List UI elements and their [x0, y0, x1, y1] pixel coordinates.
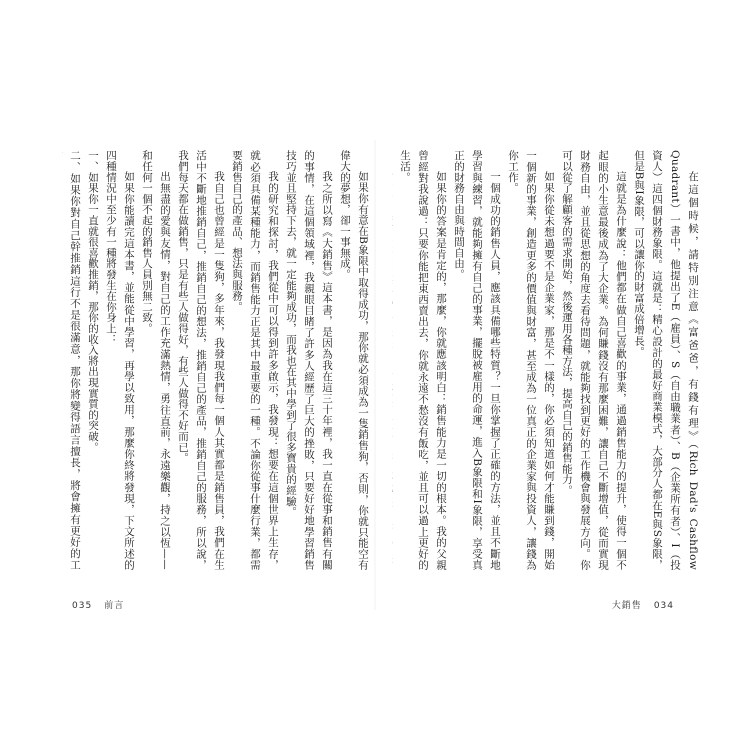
left-running-head: 前言	[104, 601, 125, 611]
right-paragraph: 如果你的答案是肯定的，那麼，你就應該明白：銷售能力是一切的根本。我的父親曾經對我說過：只要你能把東西賣出去，你就永遠不愁沒有飯吃，並且可以過上更好的生活。	[399, 150, 447, 570]
right-folio	[606, 598, 680, 611]
left-page-number: 035	[72, 601, 93, 611]
left-page	[62, 150, 372, 580]
left-list-item: 二、如果你對自己幹推銷這行不是很滿意，那你將變得語言擅長，將會擁有更好的工	[69, 150, 81, 570]
right-page-text	[392, 150, 702, 570]
right-paragraph: 在這個時候，請特別注意《富爸爸，有錢有理》（Rich Dad's Cashflow Quadrant）一書中，他提出了E（雇員）、S（自由職業者）、B（企業所有者）、I（投資人）這四個財務象限。這就是：精心設計的最好商業模式，大部分人都在E與S象限，但是B與I象限，可以讓你的財富成倍增長。	[633, 150, 699, 570]
right-paragraph: 如果你從未想過要不是企業家，那是不一樣的，你必須知道如何才能賺到錢，開始一個新的事業，創造更多的價值與財富，甚至成為一位真正的企業家與投資人，讓錢為你工作。	[507, 150, 555, 570]
right-paragraph	[392, 150, 396, 570]
left-page-text	[62, 150, 372, 570]
left-list-item: 一、如果你一直就很喜歡推銷，那你的收入將出現實質的突破。	[87, 150, 99, 453]
left-paragraph: 我自己也曾經是一隻狗，多年來，我發現我們每一個人其實都是銷售員，我們在生活中不斷地推銷自己，推銷自己的想法，推銷自己的產品，推銷自己的服務，所以說，我們每天都在做銷售，只是有些人做得好，有些人做得不好而已。	[177, 150, 225, 570]
left-paragraph: 我之所以寫《大銷售》這本書，是因為我在這三十年裡，我一直在從事和銷售有關的事情，在這個領域裡，我親眼目睹了許多人經歷了巨大的挫敗，只要好好地學習銷售技巧並且堅持下去，就一定能夠成功，而我也在其中學到了很多寶貴的經驗。	[285, 150, 333, 570]
right-paragraph: 這就是為什麼說：他們都在做自己喜歡的事業，通過銷售能力的提升，使得一個不起眼的小生意最後成為了大企業。為何賺錢沒有那麼困難，讓自己不斷增值，從而實現財務自由，並且從思想的角度去看待問題，就能夠找到更好的工作機會與發展方向。你可以從了解顧客的需求開始，然後運用各種方法，提高自己的銷售能力。	[561, 150, 627, 570]
left-folio	[66, 598, 130, 611]
right-page	[392, 150, 702, 580]
right-page-number: 034	[653, 601, 674, 611]
right-paragraph: 一個成功的銷售人員，應該具備哪些特質？一旦你掌握了正確的方法，並且不斷地學習與練習，就能夠擁有自己的事業，擺脫被雇用的命運，進入B象限和I象限，享受真正的財務自由與時間自由。	[453, 150, 501, 570]
left-paragraph: 如果你能讀完這本書，並能從中學習，再學以致用，那麼你終將發現，下文所述的四種情況中至少有一種將發生在你身上：	[105, 150, 135, 570]
left-paragraph: 如果你有意在B象限中取得成功，那你就必須成為一隻銷售狗，否則，你就只能空有偉大的夢想，卻一事無成。	[339, 150, 369, 570]
left-paragraph: 出無盡的愛與友情，對自己的工作充滿熱情，勇往直前，永遠樂觀，持之以恆——和任何一個不起的銷售人員別無二致。	[141, 150, 171, 570]
left-paragraph: 我的研究和探討，我們從中可以得到許多啟示，我發現：想要在這個世界上生存，就必須具備某種能力，而銷售能力正是其中最重要的一種。不論你從事什麼行業，都需要銷售自己的產品、想法與服務。	[231, 150, 279, 570]
book-gutter	[374, 140, 376, 610]
right-running-head: 大銷售	[611, 601, 642, 611]
